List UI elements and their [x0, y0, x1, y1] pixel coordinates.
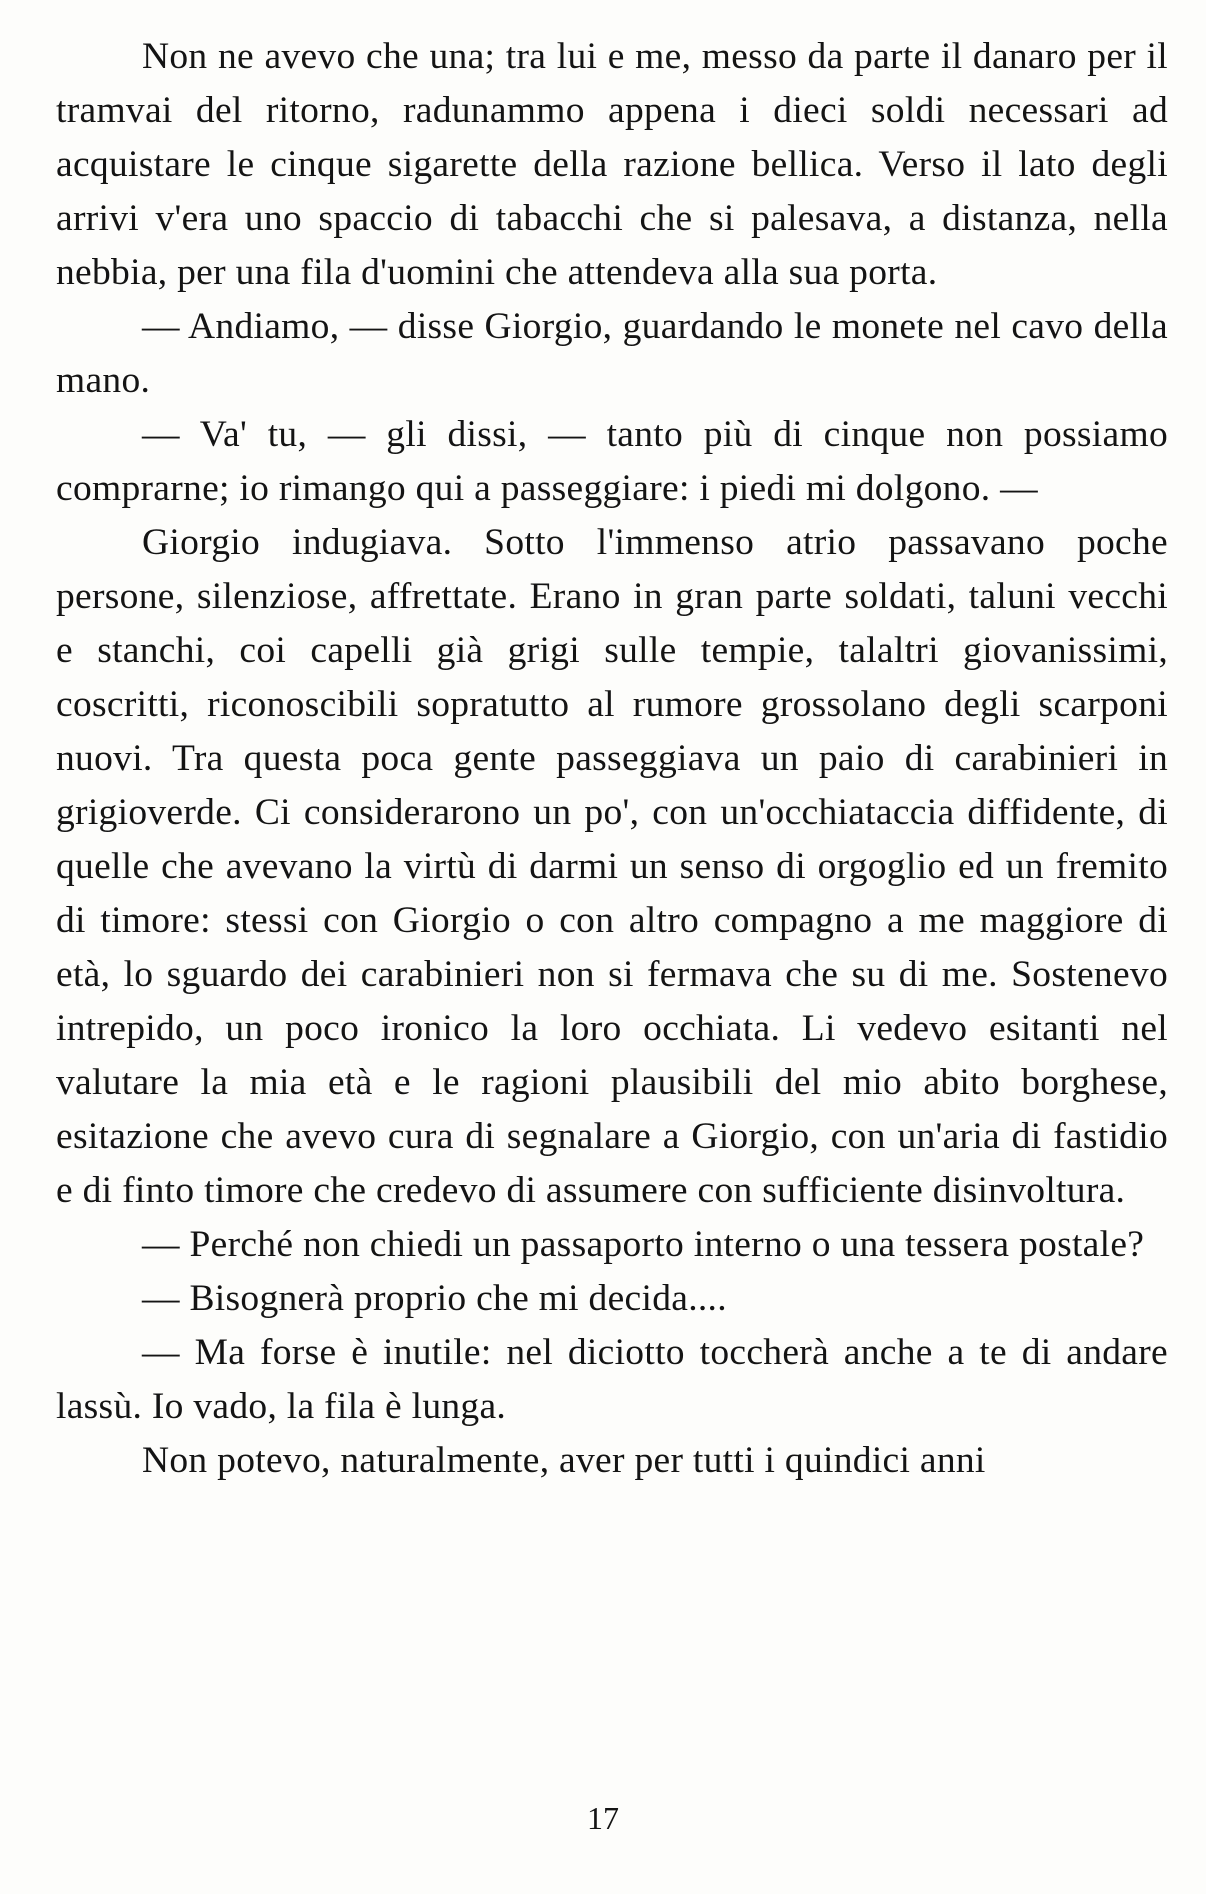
paragraph-dialogue: — Bisognerà proprio che mi decida....	[142, 1278, 727, 1319]
paragraph: Non potevo, naturalmente, aver per tutti i quindici anni	[142, 1440, 986, 1481]
paragraph-dialogue: — Perché non chiedi un passaporto interno o una tessera postale?	[142, 1224, 1145, 1265]
body-text	[56, 30, 1168, 1488]
page-number: 17	[587, 1800, 619, 1836]
paragraph: Giorgio indugiava. Sotto l'immenso atrio passavano poche persone, silenziose, affrettate. Erano in gran parte soldati, taluni vecchi e stanchi, coi capelli già grigi sulle tempie, talaltri giovanissimi, coscritti, riconoscibili sopratutto al rumore grossolano degli scarponi nuovi. Tra questa poca gente passeggiava un paio di carabinieri in grigioverde. Ci considerarono un po', con un'occhiataccia diffidente, di quelle che avevano la virtù di darmi un senso di orgoglio ed un fremito di timore: stessi con Giorgio o con altro compagno a me maggiore di età, lo sguardo dei carabinieri non si fermava che su di me. Sostenevo intrepido, un poco ironico la loro occhiata. Li vedevo esitanti nel valutare la mia età e le ragioni plausibili del mio abito borghese, esitazione che avevo cura di segnalare a Giorgio, con un'aria di fastidio e di finto timore che credevo di assumere con sufficiente disinvoltura.	[56, 522, 1168, 1211]
paragraph-dialogue: — Va' tu, — gli dissi, — tanto più di cinque non possiamo comprarne; io rimango qui a passeggiare: i piedi mi dolgono. —	[56, 414, 1168, 509]
paragraph: Non ne avevo che una; tra lui e me, messo da parte il danaro per il tramvai del ritorno, radunammo appena i dieci soldi necessari ad acquistare le cinque sigarette della razione bellica. Verso il lato degli arrivi v'era uno spaccio di tabacchi che si palesava, a distanza, nella nebbia, per una fila d'uomini che attendeva alla sua porta.	[56, 36, 1168, 293]
paragraph-dialogue: — Andiamo, — disse Giorgio, guardando le monete nel cavo della mano.	[56, 306, 1168, 401]
paragraph-dialogue: — Ma forse è inutile: nel diciotto toccherà anche a te di andare lassù. Io vado, la fila è lunga.	[56, 1332, 1168, 1427]
